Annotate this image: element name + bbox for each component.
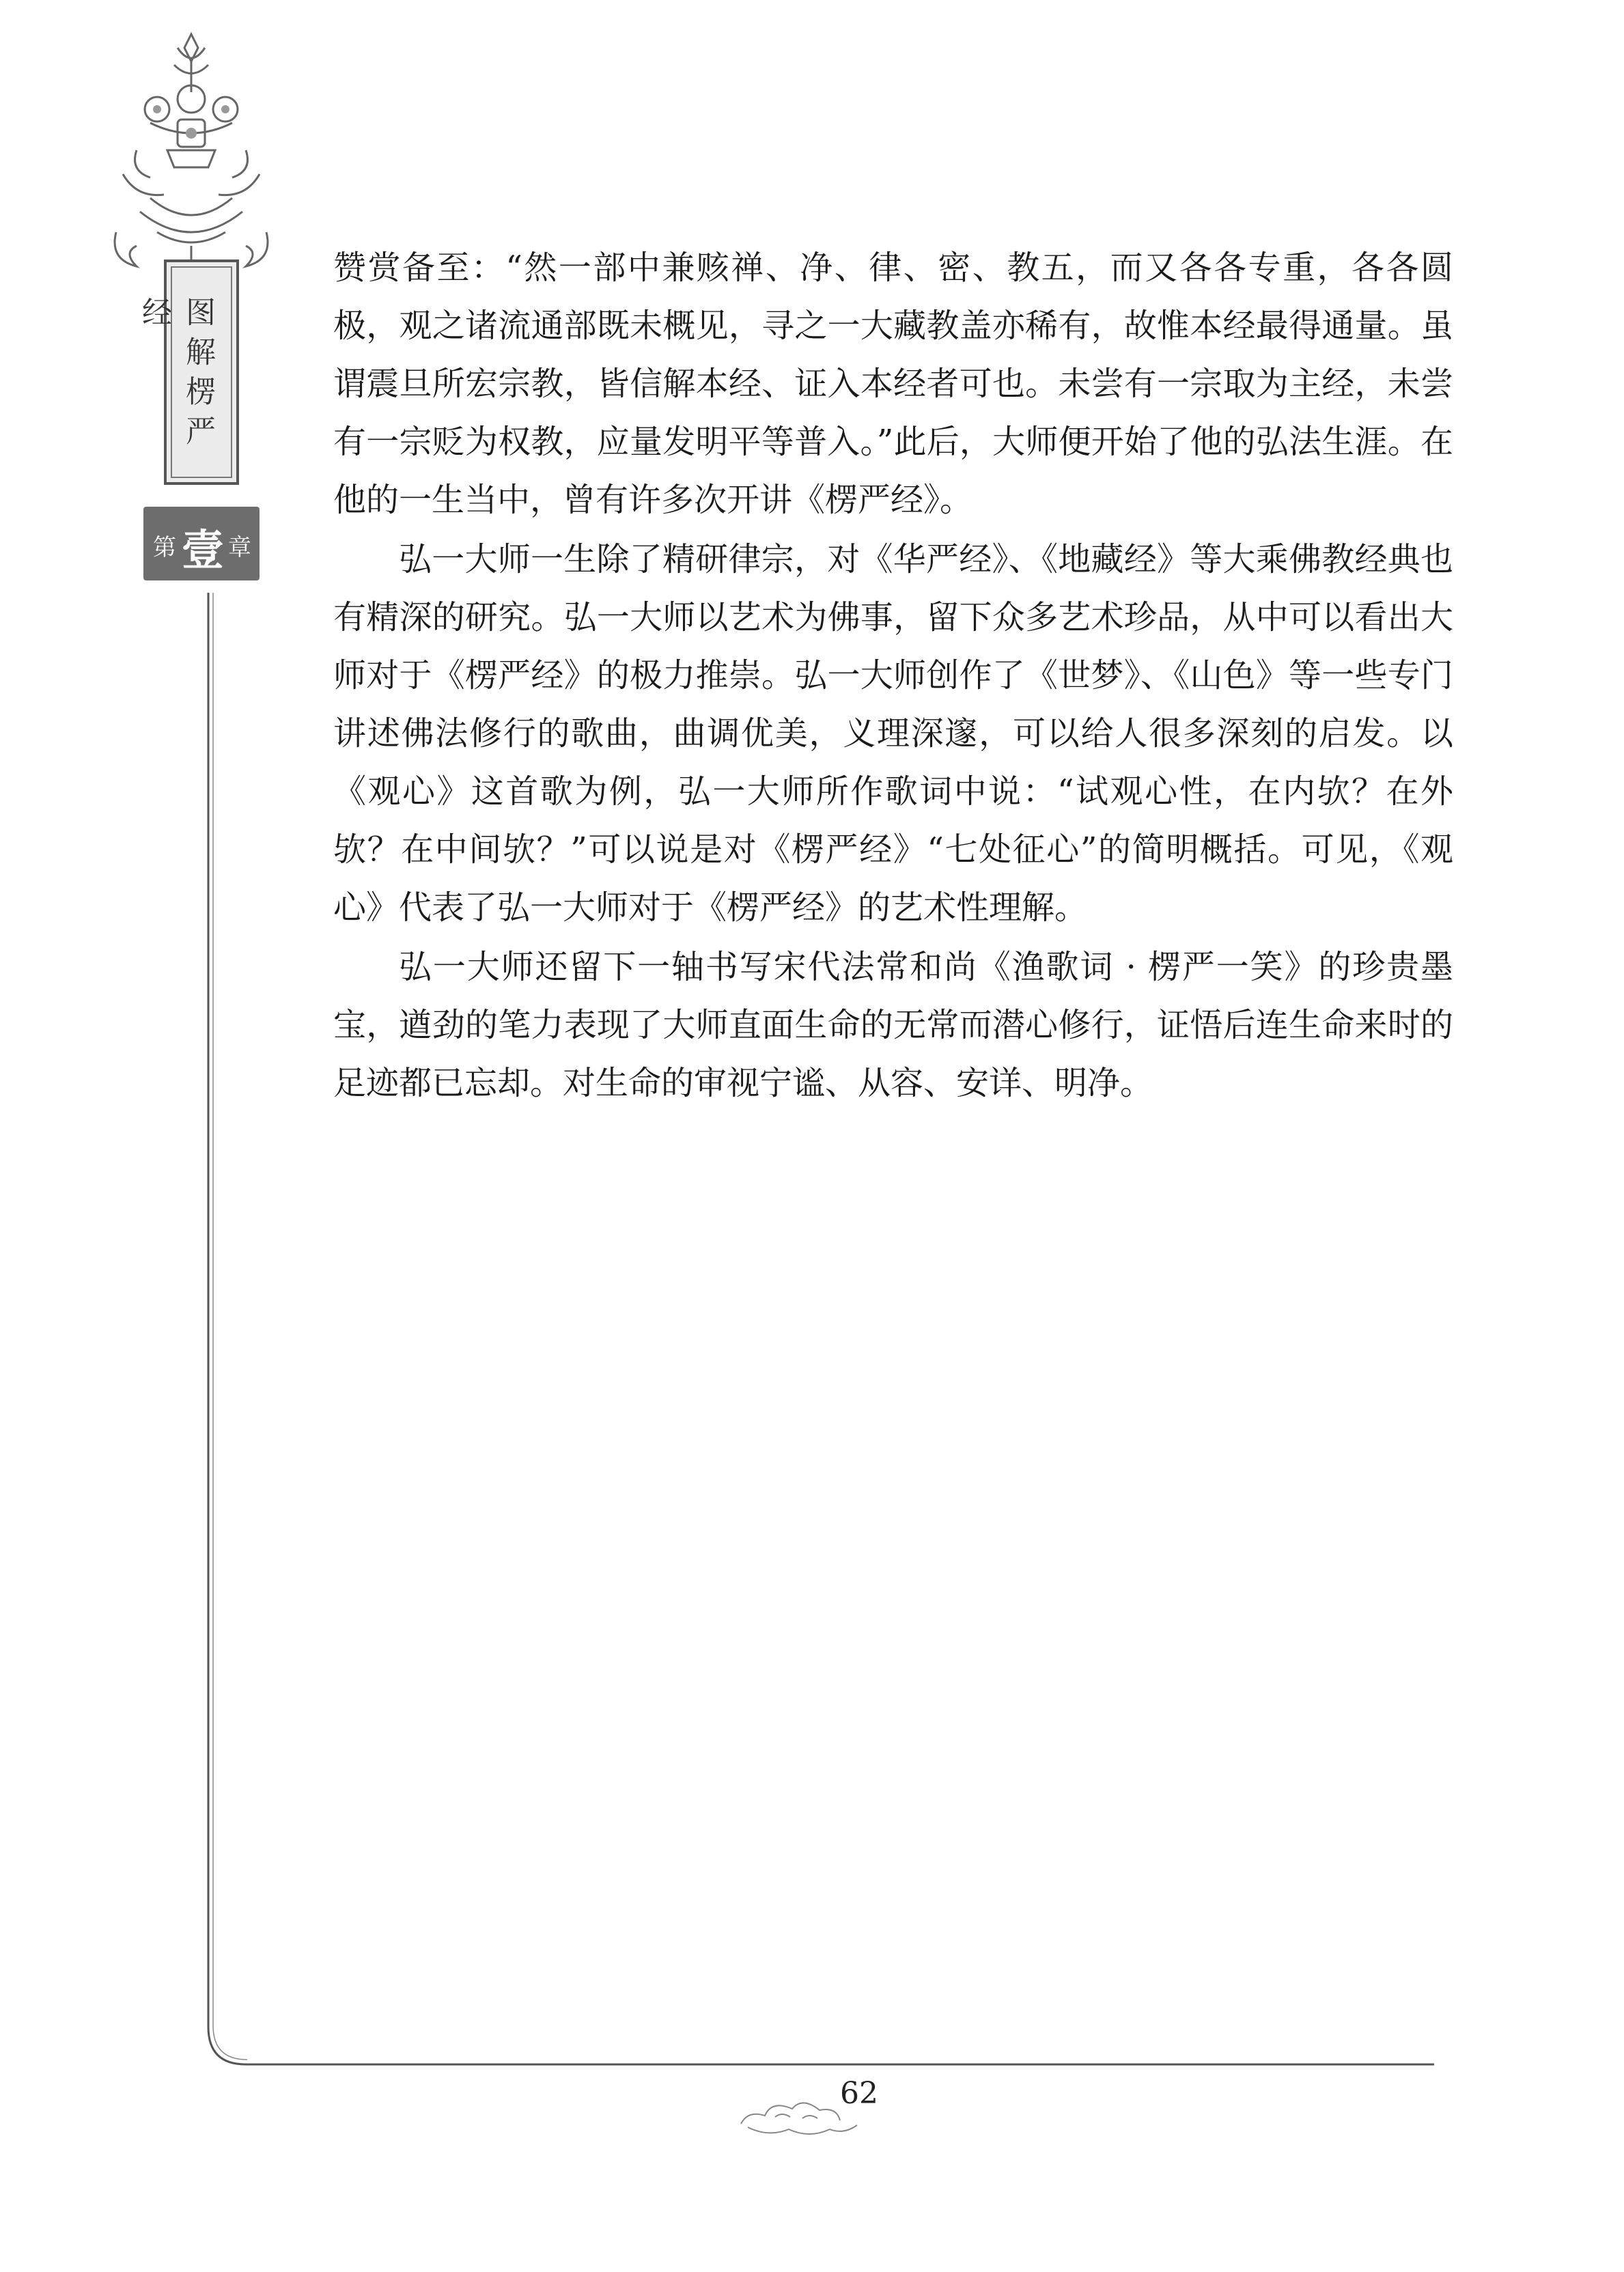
- paragraph-2: 弘一大师一生除了精研律宗，对《华严经》、《地藏经》等大乘佛教经典也有精深的研究。弘一大师以艺术为佛事，留下众多艺术珍品，从中可以看出大师对于《楞严经》的极力推崇。弘一大师创作了《世梦》、《山色》等一些专门讲述佛法修行的歌曲，曲调优美，义理深邃，可以给人很多深刻的启发。以《观心》这首歌为例，弘一大师所作歌词中说：“试观心性，在内欤？在外欤？在中间欤？”可以说是对《楞严经》“七处征心”的简明概括。可见，《观心》代表了弘一大师对于《楞严经》的艺术性理解。: [333, 540, 1453, 927]
- book-title: 图解楞严经: [137, 296, 215, 455]
- chapter-badge: [143, 507, 260, 580]
- chapter-suffix: 章: [228, 534, 251, 561]
- book-title-box: [137, 260, 239, 485]
- paragraph-1: 赞赏备至：“然一部中兼赅禅、净、律、密、教五，而又各各专重，各各圆极，观之诸流通部既未概见，寻之一大藏教盖亦稀有，故惟本经最得通量。虽谓震旦所宏宗教，皆信解本经、证入本经者可也。未尝有一宗取为主经，未尝有一宗贬为权教，应量发明平等普入。”此后，大师便开始了他的弘法生涯。在他的一生当中，曾有许多次开讲《楞严经》。: [333, 249, 1453, 519]
- paragraph-3: 弘一大师还留下一轴书写宋代法常和尚《渔歌词 · 楞严一笑》的珍贵墨宝，遒劲的笔力表现了大师直面生命的无常而潜心修行，证悟后连生命来时的足迹都已忘却。对生命的审视宁谧、从容、安详、明净。: [333, 948, 1453, 1102]
- chapter-number: 壹: [182, 525, 225, 575]
- chapter-prefix: 第: [153, 534, 176, 561]
- body-text: [333, 239, 1453, 1112]
- page-number: 62: [840, 2076, 878, 2111]
